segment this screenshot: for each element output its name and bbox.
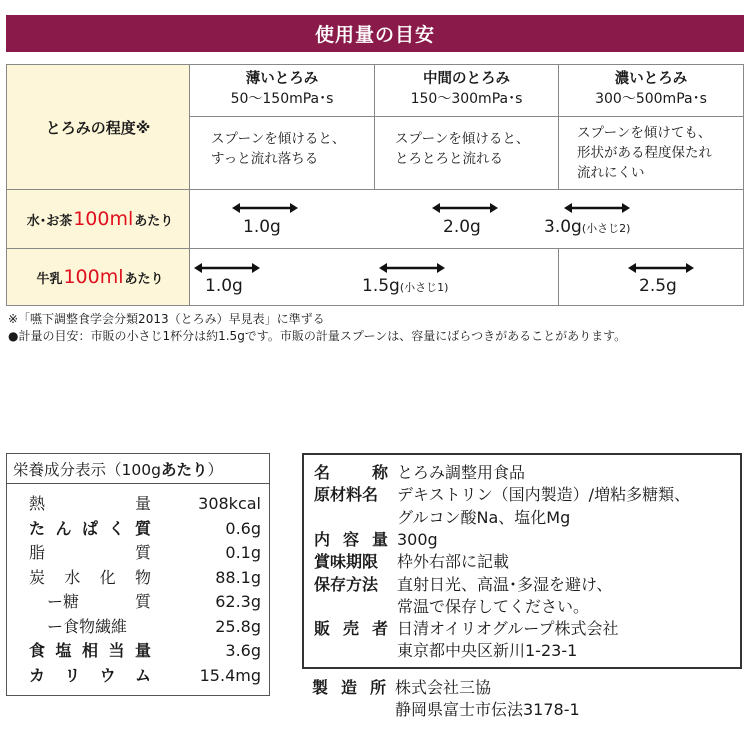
nutrition-name: ー糖 質 (47, 592, 151, 611)
nutrition-name: 食 塩 相 当 量 (29, 641, 151, 660)
milk-medium-value: 1.5g(小さじ1) (362, 276, 449, 296)
footnote-standard: ※「嚥下調整食学会分類2013（とろみ）早見表」に準ずる (8, 312, 325, 326)
info-key: 名 称 (314, 463, 388, 482)
info-value: とろみ調整用食品 (397, 463, 526, 482)
info-key: 賞味期限 (314, 552, 379, 572)
info-value: 300g (397, 529, 438, 549)
level-header-medium: 中間のとろみ 150～300mPa･s (410, 71, 523, 107)
section-title: 使用量の目安 (6, 15, 744, 52)
nutrition-value: 0.6g (225, 518, 261, 538)
nutrition-row (7, 590, 269, 614)
info-value: グルコン酸Na、塩化Mg (397, 507, 571, 527)
info-key: 販 売 者 (314, 619, 388, 639)
manufacturer-block (302, 676, 742, 726)
double-arrow-icon (432, 203, 498, 213)
water-thin-value: 1.0g (243, 217, 281, 237)
info-value: 常温で保存してください。 (397, 596, 590, 616)
double-arrow-icon (564, 203, 630, 213)
nutrition-row (7, 664, 269, 688)
info-value: 枠外右部に記載 (397, 552, 510, 572)
nutrition-row (7, 615, 269, 639)
nutrition-row (7, 492, 269, 516)
nutrition-name: カ リ ウ ム (29, 665, 151, 685)
nutrition-value: 3.6g (225, 641, 261, 660)
info-value: 日清オイリオグループ株式会社 (397, 619, 619, 639)
nutrition-value: 15.4mg (199, 665, 261, 685)
double-arrow-icon (194, 263, 260, 273)
info-key: 保存方法 (314, 574, 379, 594)
level-desc-thin: スプーンを傾けると、 すっと流れ落ちる (211, 131, 346, 167)
water-thick-value: 3.0g(小さじ2) (544, 217, 631, 237)
nutrition-title: 栄養成分表示（100g あたり ） (7, 454, 269, 484)
row-label-milk: 牛乳 100ml あたり (36, 266, 164, 288)
nutrition-name: 熱 量 (29, 494, 151, 513)
nutrition-value: 25.8g (215, 616, 261, 636)
nutrition-table (6, 453, 270, 696)
info-value: 直射日光、高温･多湿を避け、 (397, 574, 613, 594)
nutrition-value: 62.3g (215, 592, 261, 611)
thickness-table (6, 64, 744, 306)
nutrition-name: 炭 水 化 物 (29, 567, 151, 587)
info-value: 株式会社三協 (395, 678, 492, 697)
nutrition-value: 308kcal (198, 494, 261, 513)
level-desc-medium: スプーンを傾けると、 とろとろと流れる (395, 131, 530, 167)
footnote-measure: ●計量の目安：市販の小さじ1杯分は約1.5gです。市販の計量スプーンは、容量にばらつきがあることがあります。 (8, 329, 627, 343)
nutrition-name: た ん ぱ く 質 (29, 518, 151, 538)
info-key: 製 造 所 (312, 678, 386, 697)
nutrition-value: 88.1g (215, 567, 261, 587)
info-value: デキストリン（国内製造）/増粘多糖類、 (397, 485, 691, 505)
milk-thin-value: 1.0g (205, 276, 243, 296)
level-header-thick: 濃いとろみ 300～500mPa･s (595, 71, 707, 107)
level-header-thin: 薄いとろみ 50～150mPa･s (230, 71, 334, 107)
info-value: 東京都中央区新川1-23-1 (397, 641, 578, 661)
level-desc-thick: スプーンを傾けても、 形状がある程度保たれ 流れにくい (577, 125, 712, 181)
nutrition-value: 0.1g (225, 543, 261, 562)
nutrition-row (7, 517, 269, 541)
info-key: 原材料名 (314, 485, 379, 505)
nutrition-name: ー食物繊維 (47, 616, 128, 636)
water-medium-value: 2.0g (443, 217, 481, 237)
nutrition-name: 脂 質 (29, 543, 151, 562)
double-arrow-icon (628, 263, 694, 273)
product-info-box (302, 453, 742, 669)
thickness-label: とろみの程度※ (45, 118, 151, 137)
double-arrow-icon (379, 263, 445, 273)
row-label-water: 水･お茶 100ml あたり (26, 208, 174, 230)
double-arrow-icon (232, 203, 298, 213)
milk-thick-value: 2.5g (639, 276, 677, 296)
nutrition-row (7, 541, 269, 565)
nutrition-row (7, 566, 269, 590)
info-value: 静岡県富士市伝法3178-1 (395, 700, 580, 720)
info-key: 内 容 量 (314, 529, 388, 549)
nutrition-row (7, 639, 269, 663)
